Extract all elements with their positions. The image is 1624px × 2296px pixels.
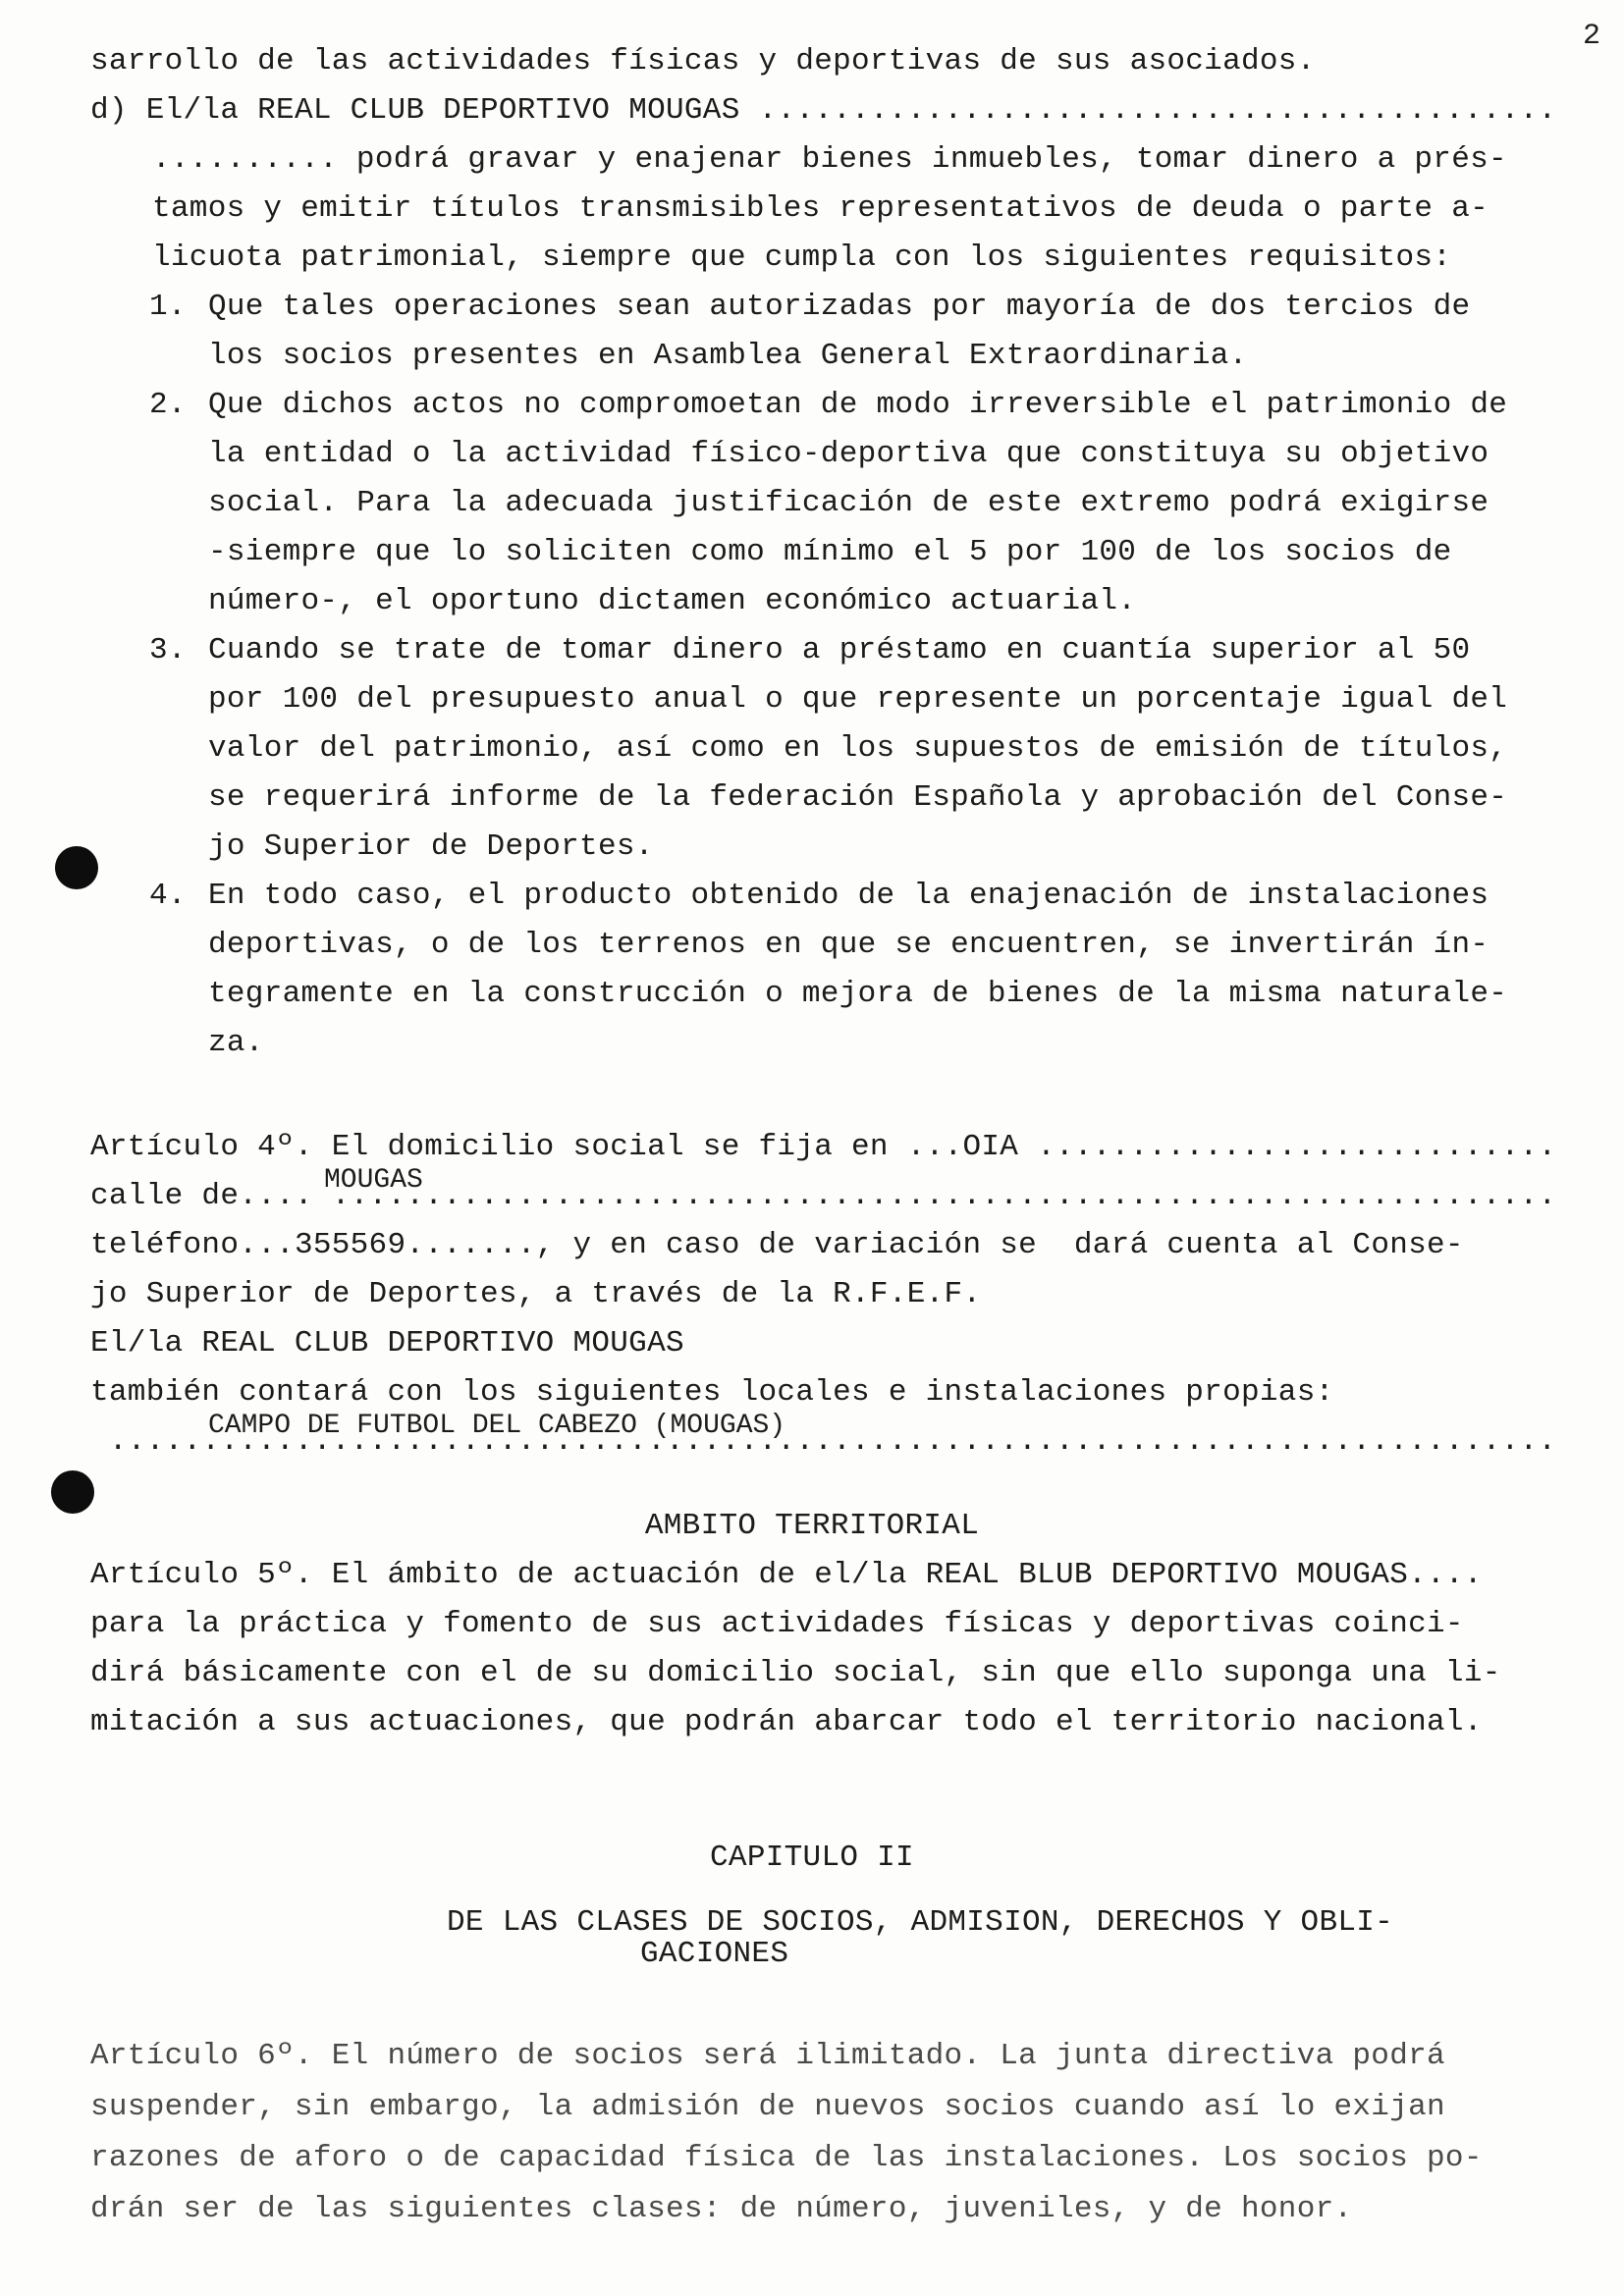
requirement-line: za. bbox=[208, 1026, 264, 1060]
article6-line: drán ser de las siguientes clases: de número, juveniles, y de honor. bbox=[90, 2192, 1353, 2226]
article6-line: suspender, sin embargo, la admisión de nuevos socios cuando así lo exijan bbox=[90, 2090, 1445, 2124]
article4-phone-prefix: teléfono... bbox=[90, 1228, 295, 1262]
chapter-subheading: GACIONES bbox=[640, 1937, 789, 1971]
ambito-line: Artículo 5º. El ámbito de actuación de el/la REAL BLUB DEPORTIVO MOUGAS.... bbox=[90, 1558, 1483, 1592]
requirement-line: los socios presentes en Asamblea General Extraordinaria. bbox=[208, 339, 1248, 373]
article4-street-line: calle de.... ..... bbox=[90, 1178, 1555, 1215]
article4-city: OIA bbox=[962, 1130, 1019, 1164]
requirement-line: valor del patrimonio, así como en los supuestos de emisión de títulos, bbox=[208, 731, 1508, 766]
requirement-line: Que tales operaciones sean autorizadas por mayoría de dos tercios de bbox=[208, 290, 1471, 324]
article4-street: MOUGAS bbox=[324, 1165, 423, 1196]
ambito-heading: AMBITO TERRITORIAL bbox=[644, 1509, 980, 1543]
article4-club-line: El/la REAL CLUB DEPORTIVO MOUGAS bbox=[90, 1326, 684, 1361]
punch-hole bbox=[55, 846, 98, 889]
ambito-line: dirá básicamente con el de su domicilio social, sin que ello suponga una li- bbox=[90, 1656, 1501, 1690]
article4-line: también contará con los siguientes locales e instalaciones propias: bbox=[90, 1375, 1334, 1410]
requirement-line: número-, el oportuno dictamen económico actuarial. bbox=[208, 584, 1137, 618]
section-d-club-line bbox=[90, 92, 1555, 130]
requirement-line: Cuando se trate de tomar dinero a préstamo en cuantía superior al 50 bbox=[208, 633, 1471, 667]
article4-phone: 355569 bbox=[294, 1228, 406, 1262]
requirement-line: En todo caso, el producto obtenido de la enajenación de instalaciones bbox=[208, 879, 1489, 913]
requirement-line: se requerirá informe de la federación Española y aprobación del Conse- bbox=[208, 780, 1508, 815]
requirement-line: por 100 del presupuesto anual o que represente un porcentaje igual del bbox=[208, 682, 1508, 717]
requirement-line: la entidad o la actividad físico-deportiva que constituya su objetivo bbox=[208, 437, 1489, 471]
article4-phone-suffix: ......., y en caso de variación se dará cuenta al Conse- bbox=[406, 1228, 1464, 1262]
requirement-number: 4. bbox=[149, 879, 187, 913]
article6-line: Artículo 6º. El número de socios será ilimitado. La junta directiva podrá bbox=[90, 2039, 1445, 2073]
section-d-intro-line: tamos y emitir títulos transmisibles representativos de deuda o parte a- bbox=[152, 191, 1489, 226]
section-d-label: d) bbox=[90, 93, 128, 128]
article4-facilities-dotted-line bbox=[90, 1423, 1555, 1461]
section-d-intro-line: .......... podrá gravar y enajenar bienes inmuebles, tomar dinero a prés- bbox=[152, 142, 1507, 177]
continuation-line: sarrollo de las actividades físicas y deportivas de sus asociados. bbox=[90, 44, 1316, 79]
ambito-line: para la práctica y fomento de sus actividades físicas y deportivas coinci- bbox=[90, 1607, 1464, 1641]
chapter-subheading: DE LAS CLASES DE SOCIOS, ADMISION, DERECHOS Y OBLI- bbox=[447, 1905, 1394, 1940]
article4-domicile-line bbox=[90, 1129, 1555, 1166]
requirement-line: social. Para la adecuada justificación de este extremo podrá exigirse bbox=[208, 486, 1489, 520]
requirement-number: 3. bbox=[149, 633, 187, 667]
requirement-line: tegramente en la construcción o mejora de bienes de la misma naturale- bbox=[208, 977, 1508, 1011]
requirement-number: 2. bbox=[149, 388, 187, 422]
requirement-line: Que dichos actos no compromoetan de modo irreversible el patrimonio de bbox=[208, 388, 1508, 422]
ambito-line: mitación a sus actuaciones, que podrán abarcar todo el territorio nacional. bbox=[90, 1705, 1483, 1739]
article4-phone-line bbox=[90, 1227, 1464, 1264]
section-d-intro-line: licuota patrimonial, siempre que cumpla con los siguientes requisitos: bbox=[152, 240, 1452, 275]
requirement-line: deportivas, o de los terrenos en que se encuentren, se invertirán ín- bbox=[208, 928, 1489, 962]
chapter-heading: CAPITULO II bbox=[710, 1841, 914, 1875]
requirement-number: 1. bbox=[149, 290, 187, 324]
section-d-club-name: El/la REAL CLUB DEPORTIVO MOUGAS bbox=[145, 93, 740, 128]
article6-line: razones de aforo o de capacidad física de las instalaciones. Los socios po- bbox=[90, 2141, 1483, 2175]
requirement-line: jo Superior de Deportes. bbox=[208, 829, 654, 864]
article4-line: jo Superior de Deportes, a través de la R.F.E.F. bbox=[90, 1277, 982, 1311]
requirement-line: -siempre que lo soliciten como mínimo el 5 por 100 de los socios de bbox=[208, 535, 1452, 569]
page-number: 2 bbox=[1583, 20, 1601, 53]
article4-prefix: Artículo 4º. El domicilio social se fija en ... bbox=[90, 1130, 963, 1164]
article4-facilities: CAMPO DE FUTBOL DEL CABEZO (MOUGAS) bbox=[208, 1411, 786, 1441]
